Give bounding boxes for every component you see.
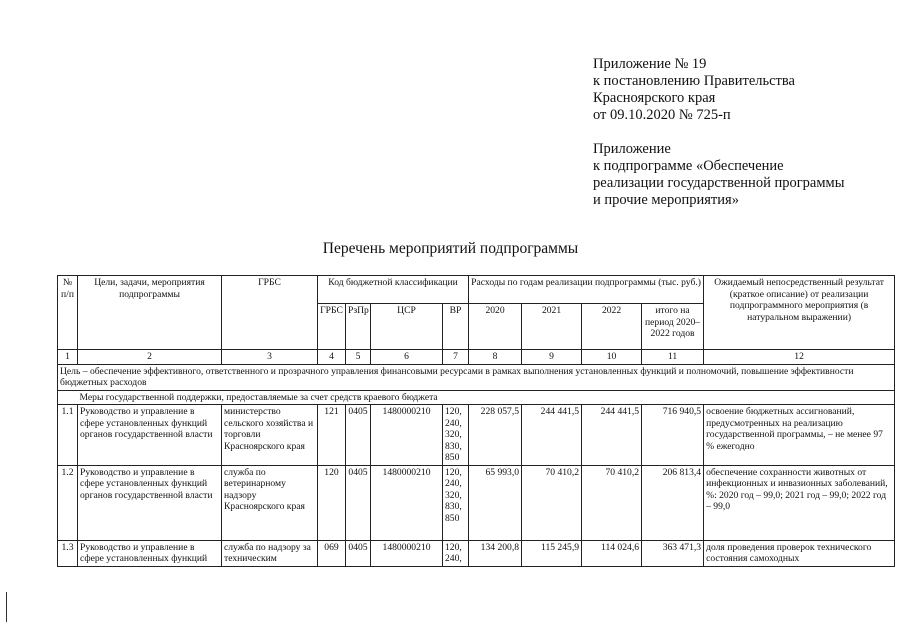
row-name: Руководство и управление в сфере установленных функций органов государственной власти [78,465,222,540]
row-2022: 70 410,2 [582,465,642,540]
column-number: 6 [371,350,443,365]
row-rzpr: 0405 [346,465,371,540]
header-sub-grbs: ГРБС [318,304,346,350]
header-result: Ожидаемый непосредственный результат (краткое описание) от реализации подпрограммного мероприятия (в натуральном выражении) [704,276,895,350]
row-rzpr: 0405 [346,540,371,566]
row-name: Руководство и управление в сфере установленных функций органов государственной власти [78,405,222,466]
appendix-line: от 09.10.2020 № 725-п [593,107,731,123]
goal-row: Цель – обеспечение эффективного, ответственного и прозрачного управления финансовыми ресурсами в рамках выполнения установленных функций и полномочий, повышение эффективности бюджетных расходов [58,364,895,390]
appendix-line: Приложение № 19 [593,56,707,72]
table-row [58,405,895,466]
header-goals: Цели, задачи, мероприятия подпрограммы [78,276,222,350]
row-grbs-name: министерство сельского хозяйства и торговли Красноярского края [222,405,318,466]
column-number: 1 [58,350,78,365]
header-total: итого на период 2020–2022 годов [642,304,704,350]
row-vr: 120, 240, 320, 830, 850 [443,465,469,540]
column-number: 5 [346,350,371,365]
appendix-line: Красноярского края [593,90,716,106]
row-2021: 115 245,9 [522,540,582,566]
header-2022: 2022 [582,304,642,350]
row-2022: 244 441,5 [582,405,642,466]
header-expenses: Расходы по годам реализации подпрограммы (тыс. руб.) [469,276,704,304]
row-num: 1.1 [58,405,78,466]
row-result: обеспечение сохранности животных от инфекционных и инвазионных заболеваний, %: 2020 год – 99,0; 2021 год – 99,0; 2022 год – 99,0 [704,465,895,540]
column-number: 4 [318,350,346,365]
header-2020: 2020 [469,304,522,350]
header-sub-rzpr: РзПр [346,304,371,350]
row-total: 363 471,3 [642,540,704,566]
table-row [58,465,895,540]
document-title: Перечень мероприятий подпрограммы [322,240,579,257]
column-number: 9 [522,350,582,365]
support-row: Меры государственной поддержки, предоставляемые за счет средств краевого бюджета [78,390,895,405]
measures-table [57,275,895,567]
header-2021: 2021 [522,304,582,350]
row-result: доля проведения проверок технического состояния самоходных [704,540,895,566]
row-grbs: 121 [318,405,346,466]
scan-edge-mark [6,592,7,622]
subappendix-line: к подпрограмме «Обеспечение [593,158,784,174]
subappendix-line: Приложение [593,141,671,157]
column-number: 2 [78,350,222,365]
header-sub-csr: ЦСР [371,304,443,350]
row-grbs-name: служба по надзору за техническим [222,540,318,566]
column-number: 12 [704,350,895,365]
row-num: 1.2 [58,465,78,540]
appendix-line: к постановлению Правительства [593,73,795,89]
header-grbs: ГРБС [222,276,318,350]
row-2022: 114 024,6 [582,540,642,566]
row-csr: 1480000210 [371,405,443,466]
column-number: 3 [222,350,318,365]
row-grbs: 120 [318,465,346,540]
subappendix-line: и прочие мероприятия» [593,192,739,208]
column-number: 7 [443,350,469,365]
row-vr: 120, 240, [443,540,469,566]
header-num: № п/п [58,276,78,350]
row-result: освоение бюджетных ассигнований, предусмотренных на реализацию государственной программы, – не менее 97 % ежегодно [704,405,895,466]
row-2021: 70 410,2 [522,465,582,540]
column-number: 8 [469,350,522,365]
row-2020: 228 057,5 [469,405,522,466]
column-number: 10 [582,350,642,365]
row-grbs-name: служба по ветеринарному надзору Красноярского края [222,465,318,540]
row-csr: 1480000210 [371,465,443,540]
subappendix-line: реализации государственной программы [593,175,845,191]
row-rzpr: 0405 [346,405,371,466]
row-num: 1.3 [58,540,78,566]
column-number: 11 [642,350,704,365]
row-2020: 134 200,8 [469,540,522,566]
row-total: 206 813,4 [642,465,704,540]
row-name: Руководство и управление в сфере установленных функций [78,540,222,566]
table-row [58,540,895,566]
row-total: 716 940,5 [642,405,704,466]
header-sub-vr: ВР [443,304,469,350]
row-2020: 65 993,0 [469,465,522,540]
row-2021: 244 441,5 [522,405,582,466]
header-budget-code: Код бюджетной классификации [318,276,469,304]
row-grbs: 069 [318,540,346,566]
row-csr: 1480000210 [371,540,443,566]
row-vr: 120, 240, 320, 830, 850 [443,405,469,466]
appendix-header [593,56,844,209]
